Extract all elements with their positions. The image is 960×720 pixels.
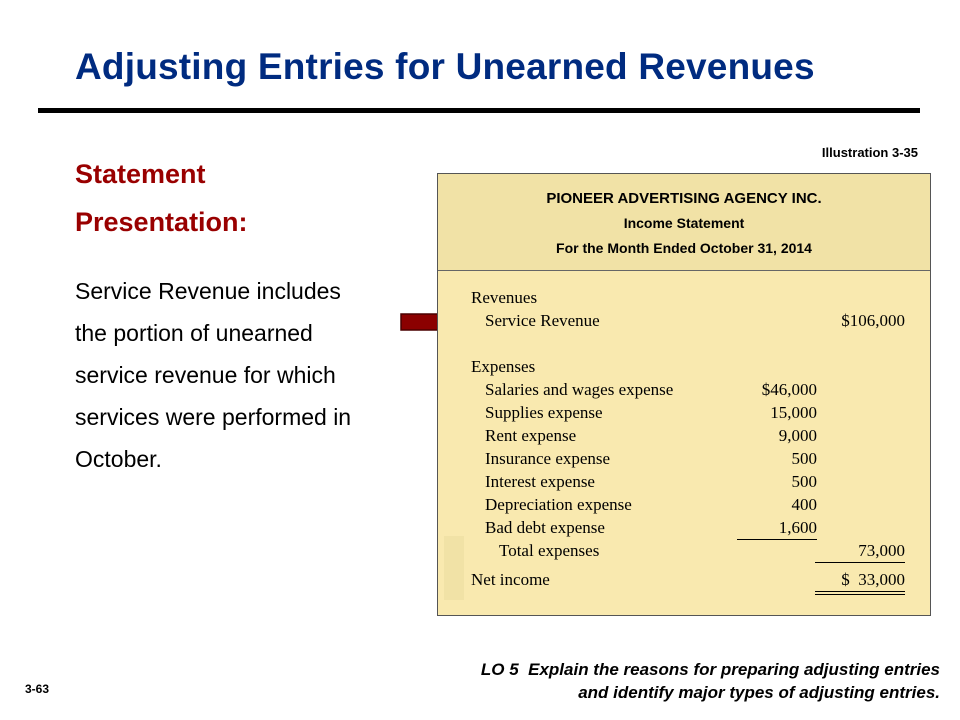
total-expenses-amount: 73,000 [815,540,905,563]
expense-row [438,471,930,493]
section-heading: Statement Presentation: [75,159,248,237]
net-income-amount: $ 33,000 [815,569,905,595]
learning-objective [481,658,940,704]
service-revenue-row [438,310,930,332]
net-income-label: Net income [471,570,550,589]
expense-row [438,448,930,470]
body-paragraph: Service Revenue includes the portion of unearned service revenue for which services were performed in October. [75,278,352,472]
expenses-row [438,356,930,378]
statement-side-shade [444,536,464,600]
expense-row [438,379,930,401]
revenues-label: Revenues [471,288,538,307]
expense-amount: 15,000 [770,403,817,422]
expense-label: Bad debt expense [485,518,605,537]
expense-row [438,494,930,516]
total-expenses-label: Total expenses [499,541,600,560]
expense-amount: $46,000 [761,380,817,399]
illustration-label: Illustration 3-35 [821,145,918,160]
expense-label: Depreciation expense [485,495,632,514]
income-statement [437,173,931,616]
service-revenue-amount: $106,000 [841,311,905,330]
learning-objective-line-2: and identify major types of adjusting entries. [578,683,940,702]
expense-amount: 500 [791,472,817,491]
page-number: 3-63 [25,682,50,696]
expense-label: Salaries and wages expense [485,380,674,399]
expense-label: Interest expense [485,472,595,491]
service-revenue-label: Service Revenue [485,311,600,330]
slide-title: Adjusting Entries for Unearned Revenues [75,46,815,87]
revenues-row [438,287,930,309]
statement-header [438,174,930,271]
expenses-label: Expenses [471,357,536,376]
report-period: For the Month Ended October 31, 2014 [556,240,812,256]
expense-label: Insurance expense [485,449,611,468]
expense-row [438,402,930,424]
expense-amount: 400 [791,495,817,514]
expense-amount: 1,600 [737,517,817,540]
expense-row [438,517,930,539]
learning-objective-line-1: LO 5 Explain the reasons for preparing adjusting entries [480,660,940,679]
report-name: Income Statement [623,215,745,231]
company-name: PIONEER ADVERTISING AGENCY INC. [546,190,822,207]
expense-row [438,425,930,447]
title-divider [38,108,920,113]
net-income-row [438,569,930,591]
expense-amount: 9,000 [778,426,817,445]
total-expenses-row [438,540,930,562]
expense-label: Supplies expense [485,403,603,422]
expense-amount: 500 [791,449,817,468]
expense-label: Rent expense [485,426,577,445]
